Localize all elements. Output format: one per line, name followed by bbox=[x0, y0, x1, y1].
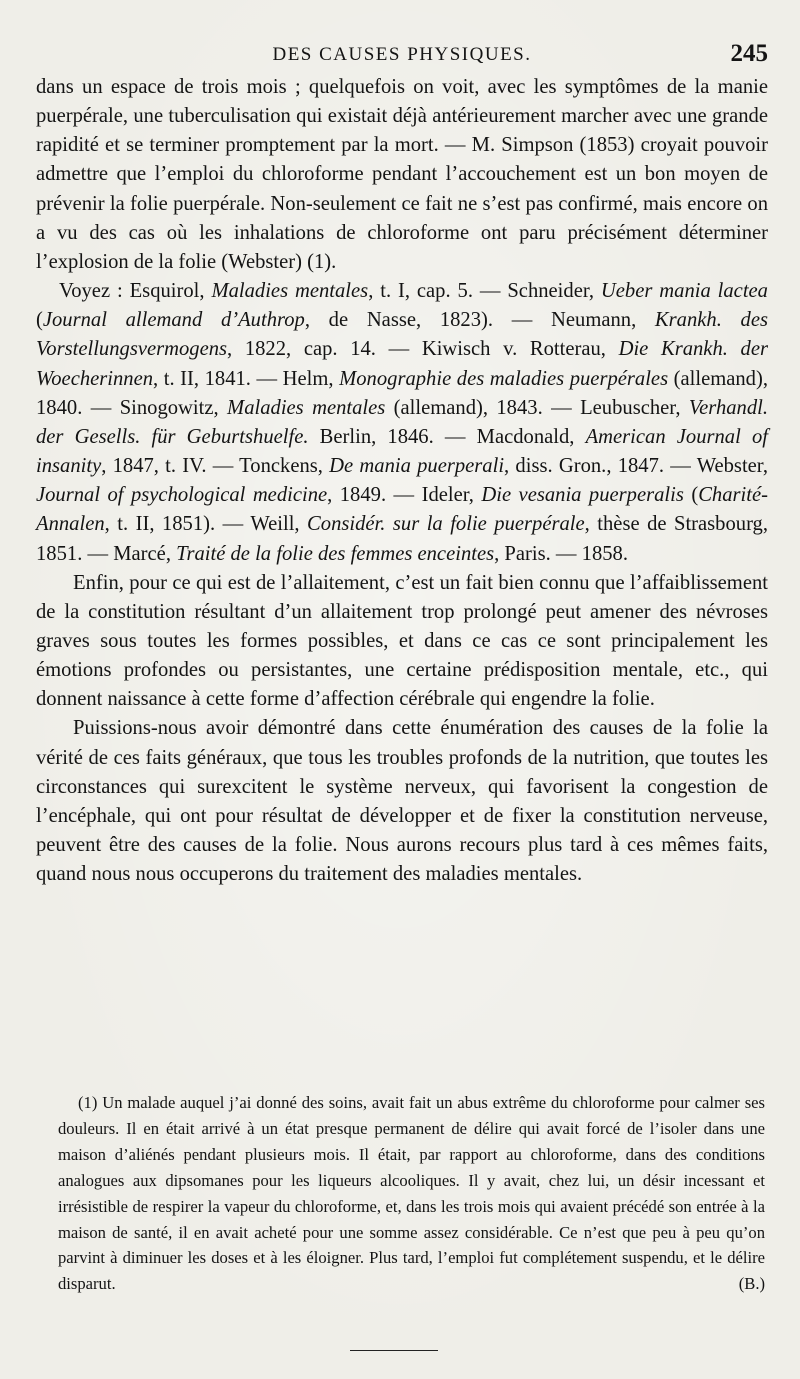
reference-details: , de Nasse, 1823). — Neumann, bbox=[304, 309, 655, 332]
footnotes bbox=[58, 1090, 765, 1297]
reference-details: , t. II, 1841. — Helm, bbox=[153, 367, 340, 390]
paragraph-puerperal-mania: dans un espace de trois mois ; quelquefois on voit, avec les symptômes de la manie puerpérale, une tuberculisation qui existait déjà antérieurement marcher avec une grande rapidité et se terminer promptement par la mort. — M. Simpson (1853) croyait pouvoir admettre que l’emploi du chloroforme pendant l’accouchement est un bon moyen de prévenir la folie puerpérale. Non-seulement ce fait ne s’est pas confirmé, mais encore on a vu des cas où les inhalations de chloroforme ont paru précisément déterminer l’explosion de la folie (Webster) (1). bbox=[36, 76, 768, 273]
footnote-signature: (B.) bbox=[738, 1274, 765, 1294]
reference-title: Traité de la folie des femmes enceintes bbox=[176, 542, 495, 565]
reference-item bbox=[176, 543, 628, 565]
reference-item bbox=[36, 484, 481, 506]
reference-item bbox=[329, 455, 768, 477]
reference-title: Die vesania puerperalis bbox=[481, 484, 684, 507]
reference-details: , t. I, cap. 5. — Schneider, bbox=[368, 280, 601, 303]
reference-details: ( bbox=[683, 484, 699, 507]
reference-list bbox=[36, 280, 768, 564]
reference-title: Krankh. des Vorstellungsvermogens bbox=[36, 309, 768, 361]
footnote-marker: (1) bbox=[78, 1093, 98, 1112]
references-intro: Voyez : Esquirol, bbox=[59, 280, 212, 303]
reference-title: Verhandl. der Gesells. für Geburtshuelfe. bbox=[36, 396, 768, 448]
reference-item bbox=[481, 484, 698, 506]
reference-details: , diss. Gron., 1847. — Webster, bbox=[504, 455, 768, 478]
reference-details: (allemand), 1840. — Sinogowitz, bbox=[36, 367, 768, 419]
bottom-rule bbox=[350, 1350, 438, 1351]
reference-details: , Paris. — 1858. bbox=[494, 542, 628, 565]
reference-item bbox=[227, 397, 689, 419]
reference-details: , thèse de Strasbourg, 1851. — Marcé, bbox=[36, 513, 768, 565]
reference-details: , 1849. — Ideler, bbox=[327, 484, 482, 507]
reference-title: Journal of psychological medicine bbox=[36, 484, 328, 507]
reference-details: , 1847, t. IV. — Tonckens, bbox=[101, 455, 330, 478]
reference-item bbox=[43, 309, 655, 331]
main-text bbox=[36, 73, 768, 889]
footnote-text: Un malade auquel j’ai donné des soins, avait fait un abus extrême du chloroforme pour calmer ses douleurs. Il en était arrivé à un état presque permanent de délire qui avait forcé de l’isoler dans une maison d’aliénés pendant plusieurs mois. Il était, par rapport au chloroforme, dans des conditions analogues aux dipsomanes pour les liqueurs alcooliques. Il y avait, chez lui, un désir incessant et irrésistible de respirer la vapeur du chloroforme, et, dans les trois mois qui avaient précédé son entrée à la maison de santé, il en avait acheté pour une somme assez considérable. Ce n’est que peu à peu qu’on parvint à diminuer les doses et à les éloigner. Plus tard, l’emploi fut complétement suspendu, et le délire disparut. bbox=[58, 1093, 765, 1294]
page-number: 245 bbox=[730, 40, 768, 67]
reference-title: Considér. sur la folie puerpérale bbox=[307, 513, 585, 536]
reference-details: (allemand), 1843. — Leubuscher, bbox=[385, 396, 689, 419]
reference-title: American Journal of insanity bbox=[36, 425, 768, 478]
reference-details: , 1822, cap. 14. — Kiwisch v. Rotterau, bbox=[227, 338, 619, 361]
reference-title: Ueber mania lactea bbox=[600, 280, 768, 303]
reference-title: Maladies mentales bbox=[227, 396, 386, 419]
reference-title: Monographie des maladies puerpérales bbox=[339, 367, 669, 390]
footnote-1 bbox=[58, 1090, 765, 1297]
running-head: DES CAUSES PHYSIQUES. bbox=[272, 44, 532, 65]
paragraph-conclusion: Puissions-nous avoir démontré dans cette énumération des causes de la folie la vérité de ces faits généraux, que tous les troubles profonds de la nutrition, que toutes les circonstances qui surexcitent le système nerveux, qui favorisent la congestion de l’encéphale, qui ont pour résultat de développer et de fixer la constitution nerveuse, peuvent être des causes de la folie. Nous aurons recours plus tard à ces mêmes faits, quand nous nous occuperons du traitement des maladies mentales. bbox=[36, 717, 768, 886]
reference-details: ( bbox=[36, 309, 43, 332]
page-header bbox=[36, 40, 768, 70]
paragraph-allaitement: Enfin, pour ce qui est de l’allaitement, c’est un fait bien connu que l’affaiblissement de la constitution résultant d’un allaitement trop prolongé peut amener des névroses graves sous toutes les formes possibles, et dans ce cas ce sont principalement les émotions profondes ou persistantes, une certaine prédisposition mentale, etc., qui donnent naissance à cette forme d’affection cérébrale qui engendre la folie. bbox=[36, 571, 768, 711]
reference-title: Maladies mentales bbox=[211, 280, 369, 303]
reference-title: Die Krankh. der Woecherinnen bbox=[36, 338, 768, 390]
bibliography-references bbox=[36, 277, 768, 569]
reference-title: De mania puerperali bbox=[329, 455, 505, 478]
reference-title: Charité-Annalen bbox=[36, 484, 768, 536]
reference-item bbox=[211, 280, 600, 302]
reference-details: , t. II, 1851). — Weill, bbox=[104, 513, 308, 536]
reference-title: Journal allemand d’Authrop bbox=[42, 309, 305, 332]
reference-details: Berlin, 1846. — Macdonald, bbox=[308, 425, 586, 448]
